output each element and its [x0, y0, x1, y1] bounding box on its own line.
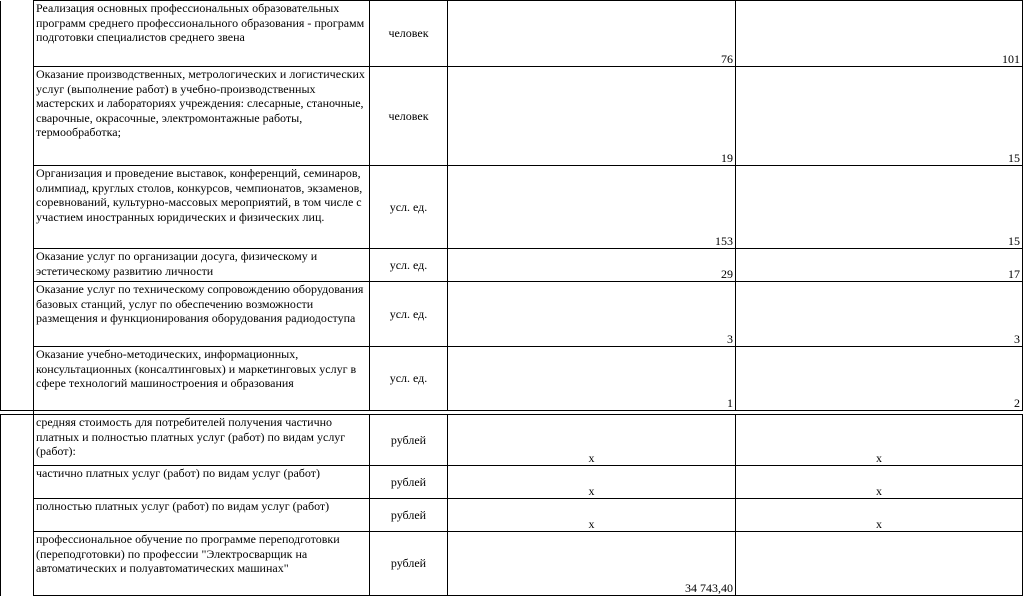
index-cell	[1, 466, 34, 499]
index-cell	[1, 347, 34, 411]
value-year1: x	[448, 499, 736, 532]
unit-cell: человек	[370, 1, 448, 67]
price-description: средняя стоимость для потребителей получения частично платных и полностью платных услуг (работ) по видам услуг (работ):	[34, 415, 370, 466]
value-year2	[736, 532, 1023, 596]
index-cell	[1, 67, 34, 166]
value-year1: 29	[448, 249, 736, 282]
value-year2: x	[736, 499, 1023, 532]
index-cell	[1, 282, 34, 347]
price-description: частично платных услуг (работ) по видам услуг (работ)	[34, 466, 370, 499]
unit-cell: рублей	[370, 499, 448, 532]
table-row	[1, 249, 1023, 282]
unit-cell: рублей	[370, 532, 448, 596]
value-year1: 76	[448, 1, 736, 67]
value-year1: x	[448, 466, 736, 499]
index-cell	[1, 415, 34, 466]
unit-cell: усл. ед.	[370, 249, 448, 282]
index-cell	[1, 532, 34, 596]
index-cell	[1, 1, 34, 67]
table-row	[1, 282, 1023, 347]
value-year1: x	[448, 415, 736, 466]
value-year2: 3	[736, 282, 1023, 347]
unit-cell: усл. ед.	[370, 166, 448, 249]
value-year1: 153	[448, 166, 736, 249]
value-year2: 15	[736, 166, 1023, 249]
value-year2: 17	[736, 249, 1023, 282]
price-description: профессиональное обучение по программе переподготовки (переподготовки) по профессии "Электросварщик на автоматических и полуавтоматических машинах"	[34, 532, 370, 596]
service-description: Реализация основных профессиональных образовательных программ среднего профессионального образования - программ подготовки специалистов среднего звена	[34, 1, 370, 67]
value-year2: 101	[736, 1, 1023, 67]
unit-cell: рублей	[370, 466, 448, 499]
service-description: Оказание услуг по техническому сопровождению оборудования базовых станций, услуг по обеспечению возможности размещения и функционирования оборудования радиодоступа	[34, 282, 370, 347]
value-year1: 34 743,40	[448, 532, 736, 596]
value-year2: x	[736, 466, 1023, 499]
service-description: Оказание услуг по организации досуга, физическому и эстетическому развитию личности	[34, 249, 370, 282]
index-cell	[1, 249, 34, 282]
index-cell	[1, 166, 34, 249]
index-cell	[1, 499, 34, 532]
table-row	[1, 466, 1023, 499]
value-year1: 19	[448, 67, 736, 166]
table-row	[1, 67, 1023, 166]
table-row	[1, 1, 1023, 67]
service-description: Оказание учебно-методических, информационных, консультационных (консалтинговых) и маркетинговых услуг в сфере технологий машиностроения и образования	[34, 347, 370, 411]
unit-cell: рублей	[370, 415, 448, 466]
table-row	[1, 415, 1023, 466]
value-year2: x	[736, 415, 1023, 466]
unit-cell: человек	[370, 67, 448, 166]
value-year2: 2	[736, 347, 1023, 411]
value-year1: 1	[448, 347, 736, 411]
table-row	[1, 499, 1023, 532]
price-description: полностью платных услуг (работ) по видам услуг (работ)	[34, 499, 370, 532]
unit-cell: усл. ед.	[370, 282, 448, 347]
service-description: Организация и проведение выставок, конференций, семинаров, олимпиад, круглых столов, конкурсов, чемпионатов, экзаменов, соревнований, культурно-массовых мероприятий, в том числе с участием иностранных юридических и физических лиц.	[34, 166, 370, 249]
service-description: Оказание производственных, метрологических и логистических услуг (выполнение работ) в учебно-производственных мастерских и лабораториях учреждения: слесарные, станочные, сварочные, окрасочные, электромонтажные работы, термообработка;	[34, 67, 370, 166]
value-year1: 3	[448, 282, 736, 347]
unit-cell: усл. ед.	[370, 347, 448, 411]
table-row	[1, 166, 1023, 249]
value-year2: 15	[736, 67, 1023, 166]
table-row	[1, 532, 1023, 596]
table-row	[1, 347, 1023, 411]
